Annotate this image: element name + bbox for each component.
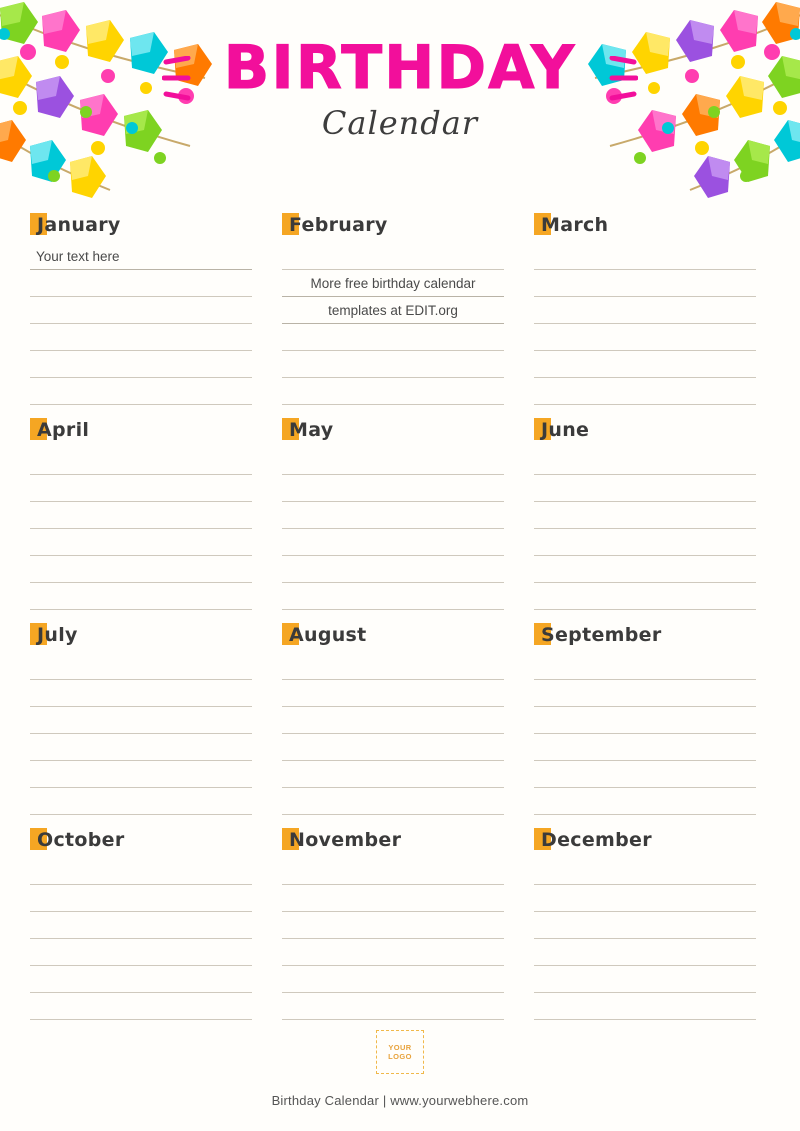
entry-line[interactable] <box>282 243 504 270</box>
entry-line[interactable] <box>30 475 252 502</box>
month-header <box>282 205 504 235</box>
sparkle-left-icon <box>162 56 208 102</box>
month-header <box>30 205 252 235</box>
month-block <box>30 615 266 820</box>
month-lines <box>30 243 252 405</box>
month-name: June <box>541 419 590 441</box>
entry-line[interactable] <box>534 788 756 815</box>
entry-line[interactable] <box>534 993 756 1020</box>
page-title: BIRTHDAY <box>223 33 577 103</box>
entry-line[interactable] <box>282 680 504 707</box>
month-name: August <box>289 624 367 646</box>
page-subtitle: Calendar <box>321 104 479 142</box>
entry-line[interactable] <box>534 243 756 270</box>
entry-line[interactable] <box>30 378 252 405</box>
entry-line[interactable] <box>282 351 504 378</box>
entry-line[interactable] <box>282 939 504 966</box>
month-header <box>30 820 252 850</box>
entry-line[interactable] <box>534 912 756 939</box>
month-lines <box>282 858 504 1020</box>
month-header <box>282 615 504 645</box>
month-lines <box>534 858 756 1020</box>
month-header <box>534 410 756 440</box>
month-header <box>282 820 504 850</box>
entry-line[interactable] <box>534 475 756 502</box>
entry-line[interactable] <box>282 761 504 788</box>
entry-line[interactable] <box>282 993 504 1020</box>
entry-line[interactable] <box>282 529 504 556</box>
entry-line[interactable] <box>30 351 252 378</box>
entry-line[interactable] <box>534 297 756 324</box>
entry-line[interactable] <box>30 734 252 761</box>
entry-line[interactable] <box>30 448 252 475</box>
entry-line[interactable] <box>282 448 504 475</box>
entry-line-text: Your text here <box>36 249 120 264</box>
entry-line[interactable] <box>30 556 252 583</box>
logo-line-2: LOGO <box>388 1052 412 1061</box>
entry-line[interactable] <box>534 707 756 734</box>
month-header <box>30 410 252 440</box>
entry-line[interactable] <box>282 912 504 939</box>
month-block <box>30 820 266 1025</box>
title-row <box>223 33 577 103</box>
logo-placeholder[interactable] <box>376 1030 424 1074</box>
month-lines <box>282 653 504 815</box>
entry-line[interactable] <box>30 885 252 912</box>
entry-line[interactable] <box>534 966 756 993</box>
entry-line[interactable] <box>534 448 756 475</box>
entry-line[interactable] <box>534 351 756 378</box>
month-name: March <box>541 214 609 236</box>
entry-line[interactable] <box>534 556 756 583</box>
entry-line[interactable] <box>282 297 504 324</box>
entry-line[interactable] <box>534 324 756 351</box>
page-header <box>0 33 800 142</box>
entry-line[interactable] <box>282 502 504 529</box>
entry-line[interactable] <box>282 324 504 351</box>
month-block <box>30 410 266 615</box>
entry-line[interactable] <box>30 243 252 270</box>
entry-line[interactable] <box>30 270 252 297</box>
sparkle-right-icon <box>592 56 638 102</box>
entry-line[interactable] <box>30 788 252 815</box>
month-block <box>534 410 770 615</box>
month-name: December <box>541 829 652 851</box>
month-lines <box>30 653 252 815</box>
month-lines <box>282 243 504 405</box>
entry-line[interactable] <box>282 966 504 993</box>
entry-line[interactable] <box>282 885 504 912</box>
month-block <box>534 615 770 820</box>
month-lines <box>282 448 504 610</box>
entry-line[interactable] <box>30 966 252 993</box>
entry-line[interactable] <box>30 502 252 529</box>
entry-line[interactable] <box>534 858 756 885</box>
entry-line[interactable] <box>30 653 252 680</box>
entry-line[interactable] <box>534 680 756 707</box>
month-name: February <box>289 214 388 236</box>
entry-line[interactable] <box>282 707 504 734</box>
entry-line[interactable] <box>30 680 252 707</box>
entry-line[interactable] <box>282 653 504 680</box>
month-lines <box>30 448 252 610</box>
entry-line[interactable] <box>282 583 504 610</box>
month-block <box>282 410 518 615</box>
entry-line[interactable] <box>30 297 252 324</box>
logo-line-1: YOUR <box>388 1043 412 1052</box>
entry-line[interactable] <box>30 858 252 885</box>
entry-line[interactable] <box>30 324 252 351</box>
entry-line[interactable] <box>534 529 756 556</box>
month-name: April <box>37 419 90 441</box>
month-block <box>534 820 770 1025</box>
month-name: July <box>37 624 78 646</box>
month-name: November <box>289 829 402 851</box>
entry-line[interactable] <box>30 707 252 734</box>
entry-line[interactable] <box>282 858 504 885</box>
month-lines <box>534 448 756 610</box>
entry-line[interactable] <box>534 734 756 761</box>
entry-line[interactable] <box>282 270 504 297</box>
months-grid <box>30 205 770 1025</box>
month-name: May <box>289 419 334 441</box>
entry-line[interactable] <box>30 529 252 556</box>
entry-line[interactable] <box>534 885 756 912</box>
month-block <box>282 615 518 820</box>
month-block <box>282 820 518 1025</box>
entry-line[interactable] <box>534 502 756 529</box>
entry-line[interactable] <box>534 583 756 610</box>
entry-line[interactable] <box>282 734 504 761</box>
entry-line[interactable] <box>534 939 756 966</box>
month-block <box>534 205 770 410</box>
month-header <box>534 615 756 645</box>
month-name: January <box>37 214 121 236</box>
entry-line[interactable] <box>282 556 504 583</box>
entry-line[interactable] <box>282 378 504 405</box>
month-block <box>30 205 266 410</box>
entry-line[interactable] <box>30 939 252 966</box>
month-header <box>282 410 504 440</box>
entry-line[interactable] <box>534 761 756 788</box>
footer-caption: Birthday Calendar | www.yourwebhere.com <box>271 1093 529 1108</box>
month-lines <box>30 858 252 1020</box>
month-lines <box>534 653 756 815</box>
entry-line[interactable] <box>30 583 252 610</box>
month-name: October <box>37 829 125 851</box>
entry-line-text: templates at EDIT.org <box>328 303 458 318</box>
entry-line[interactable] <box>534 653 756 680</box>
entry-line[interactable] <box>30 993 252 1020</box>
entry-line[interactable] <box>534 378 756 405</box>
month-header <box>30 615 252 645</box>
month-lines <box>534 243 756 405</box>
month-header <box>534 820 756 850</box>
entry-line-text: More free birthday calendar <box>310 276 476 291</box>
month-block <box>282 205 518 410</box>
entry-line[interactable] <box>30 761 252 788</box>
month-header <box>534 205 756 235</box>
entry-line[interactable] <box>30 912 252 939</box>
entry-line[interactable] <box>282 475 504 502</box>
entry-line[interactable] <box>282 788 504 815</box>
month-name: September <box>541 624 662 646</box>
entry-line[interactable] <box>534 270 756 297</box>
